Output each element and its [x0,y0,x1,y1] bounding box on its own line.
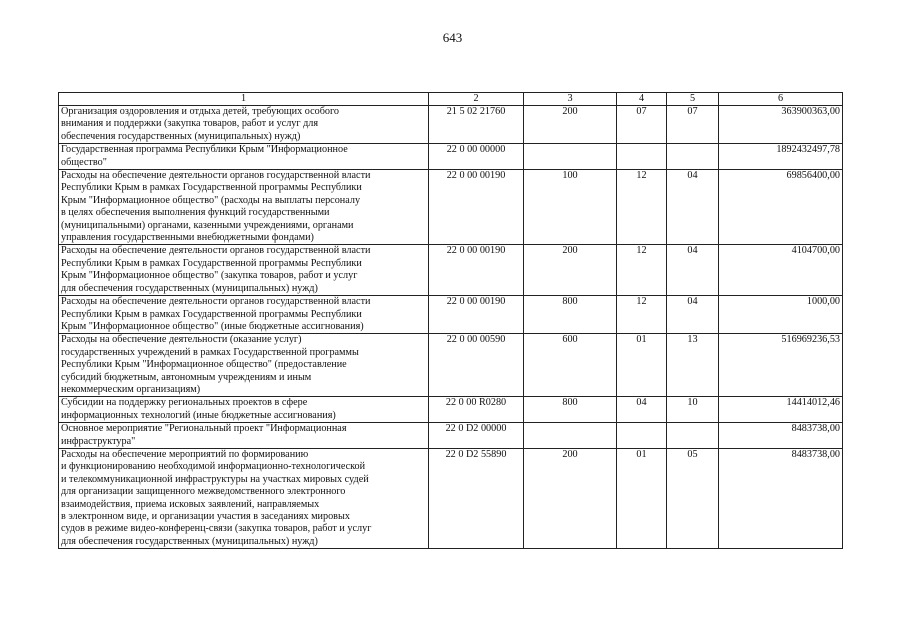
row-code: 21 5 02 21760 [429,106,524,144]
row-code: 22 0 00 00190 [429,170,524,245]
row-subsection: 10 [667,397,719,423]
row-description: Расходы на обеспечение деятельности (оказание услуг) государственных учреждений в рамках Государственной программы Республики Крым "Информационное общество" (предоставление субсидий бюджетным, автономным учреждениям и иным некоммерческим организациям) [59,334,429,397]
row-expense-type: 800 [524,296,617,334]
row-amount: 363900363,00 [719,106,843,144]
row-section [617,144,667,170]
row-subsection [667,144,719,170]
table-row [59,334,843,397]
row-expense-type: 800 [524,397,617,423]
row-subsection: 04 [667,170,719,245]
row-code: 22 0 00 00190 [429,245,524,296]
row-section: 12 [617,170,667,245]
row-expense-type: 600 [524,334,617,397]
row-code: 22 0 00 00000 [429,144,524,170]
table-row [59,144,843,170]
row-code: 22 0 D2 00000 [429,423,524,449]
row-expense-type [524,423,617,449]
row-subsection [667,423,719,449]
row-subsection: 05 [667,448,719,548]
row-code: 22 0 00 R0280 [429,397,524,423]
row-code: 22 0 00 00190 [429,296,524,334]
row-subsection: 13 [667,334,719,397]
column-header: 3 [524,93,617,106]
page-number: 643 [442,30,463,45]
row-amount: 516969236,53 [719,334,843,397]
row-amount: 8483738,00 [719,448,843,548]
row-code: 22 0 00 00590 [429,334,524,397]
row-description: Расходы на обеспечение деятельности органов государственной власти Республики Крым в рамках Государственной программы Республики Крым "Информационное общество" (иные бюджетные ассигнования) [59,296,429,334]
table-header-row [59,93,843,106]
column-header: 2 [429,93,524,106]
row-section [617,423,667,449]
row-expense-type [524,144,617,170]
table-row [59,423,843,449]
row-subsection: 04 [667,296,719,334]
row-section: 07 [617,106,667,144]
row-expense-type: 200 [524,448,617,548]
row-section: 01 [617,448,667,548]
table-row [59,170,843,245]
row-amount: 4104700,00 [719,245,843,296]
row-subsection: 07 [667,106,719,144]
column-header: 6 [719,93,843,106]
row-description: Субсидии на поддержку региональных проектов в сфере информационных технологий (иные бюджетные ассигнования) [59,397,429,423]
row-expense-type: 200 [524,245,617,296]
row-section: 01 [617,334,667,397]
column-header: 1 [59,93,429,106]
table-row [59,106,843,144]
row-section: 04 [617,397,667,423]
row-section: 12 [617,296,667,334]
row-description: Расходы на обеспечение мероприятий по формированию и функционированию необходимой информационно-технологической и телекоммуникационной инфраструктуры на участках мировых судей для организации защищенного межведомственного электронного взаимодействия, приема исковых заявлений, направляемых в электронном виде, и организации участия в заседаниях мировых судов в режиме видео-конференц-связи (закупка товаров, работ и услуг для обеспечения государственных (муниципальных) нужд) [59,448,429,548]
table-row [59,397,843,423]
row-amount: 1000,00 [719,296,843,334]
row-expense-type: 200 [524,106,617,144]
row-section: 12 [617,245,667,296]
table-row [59,296,843,334]
row-amount: 8483738,00 [719,423,843,449]
row-subsection: 04 [667,245,719,296]
row-description: Расходы на обеспечение деятельности органов государственной власти Республики Крым в рамках Государственной программы Республики Крым "Информационное общество" (закупка товаров, работ и услуг для обеспечения государственных (муниципальных) нужд) [59,245,429,296]
row-amount: 14414012,46 [719,397,843,423]
row-code: 22 0 D2 55890 [429,448,524,548]
row-amount: 69856400,00 [719,170,843,245]
row-description: Расходы на обеспечение деятельности органов государственной власти Республики Крым в рамках Государственной программы Республики Крым "Информационное общество" (расходы на выплаты персоналу в целях обеспечения выполнения функций государственными (муниципальными) органами, казенными учреждениями, органами управления государственными внебюджетными фондами) [59,170,429,245]
row-description: Организация оздоровления и отдыха детей, требующих особого внимания и поддержки (закупка товаров, работ и услуг для обеспечения государственных (муниципальных) нужд) [59,106,429,144]
row-expense-type: 100 [524,170,617,245]
table-row [59,448,843,548]
row-description: Основное мероприятие "Региональный проект "Информационная инфраструктура" [59,423,429,449]
column-header: 4 [617,93,667,106]
budget-table [58,92,843,549]
row-amount: 1892432497,78 [719,144,843,170]
table-row [59,245,843,296]
row-description: Государственная программа Республики Крым "Информационное общество" [59,144,429,170]
column-header: 5 [667,93,719,106]
